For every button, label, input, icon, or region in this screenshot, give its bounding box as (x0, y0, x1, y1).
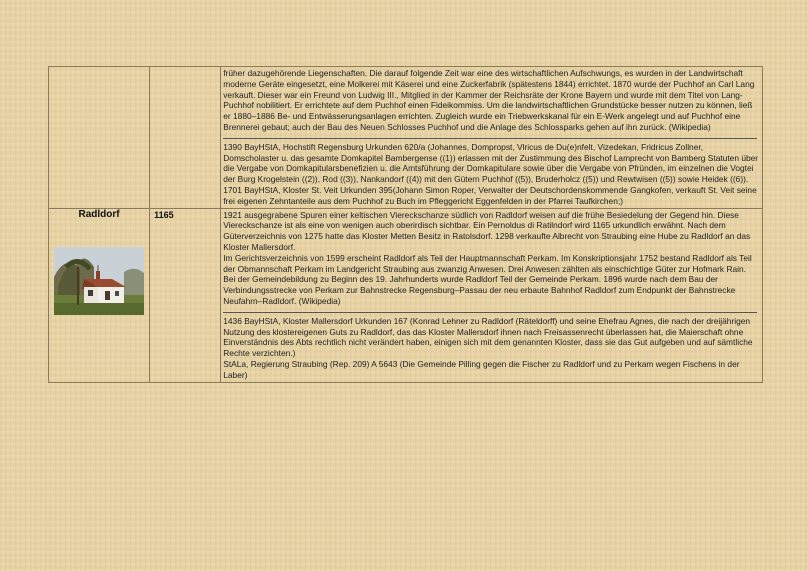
table-row (49, 208, 763, 382)
year-cell (150, 67, 221, 209)
first-mention-year: 1165 (154, 209, 174, 220)
divider (223, 138, 757, 139)
description-cell (221, 208, 763, 382)
description-cell (221, 67, 763, 209)
place-name-cell (49, 67, 150, 209)
history-text: 1921 ausgegrabene Spuren einer keltischen Viereckschanze südlich von Radldorf weisen auf die frühe Besiedelung der Gegend hin. Diese Viereckschanze ist als eine von wenigen auch oberirdisch sichtbar. Ein Pernoldus di Ratilndorf wird 1165 urkundlich erwähnt. Nach dem Güterverzeichnis von 1275 hatte das Kloster Metten Besitz in Ratolsdorf. 1298 verkaufte Albrecht von Straubing eine Hube zu Radldorf an das Kloster Mallersdorf. Im Gerichtsverzeichnis von 1599 erscheint Radldorf als Teil der Hauptmannschaft Perkam. Im Konskriptionsjahr 1752 bestand Radldorf als Teil der Obmannschaft Perkam im Landgericht Straubing aus zwanzig Anwesen. Drei Anwesen zählten als einschichtige Güter zur Hofmark Rain. Bei der Gemeindebildung zu Beginn des 19. Jahrhunderts wurde Radldorf Teil der Gemeinde Perkam. 1896 wurde nach dem Bau der Verbindungsstrecke von Perkam zur Bahnstrecke Regensburg–Passau der neu erbaute Bahnhof Radldorf zum Endpunkt der Bahnstrecke Neufahrn–Radldorf. (Wikipedia) (223, 209, 752, 306)
source-references: 1436 BayHStA, Kloster Mallersdorf Urkunden 167 (Konrad Lehner zu Radldorf (Räteldorff) und seine Ehefrau Agnes, die nach der dreijährigen Nutzung des klostereigenen Guts zu Radldorf, das das Kloster Mallersdorf ihnen nach Freisassenrecht überlassen hat, die Maierschaft ohne Einverständnis des Abts rechtlich nicht verändert haben, einigen sich mit dem genannten Kloster, dass sie das Gut aufgeben und auf sämtliche Rechte verzichten.) StALa, Regierung Straubing (Rep. 209) A 5643 (Die Gemeinde Pilling gegen die Fischer zu Radldorf und zu Perkam wegen Fischens in der Laber) (223, 315, 753, 380)
divider (223, 312, 757, 313)
history-text: früher dazugehörende Liegenschaften. Die darauf folgende Zeit war eine des wirtschaftlichen Aufschwungs, es wurden in der Landwirtschaft moderne Geräte eingesetzt, eine Molkerei mit Käserei und eine Zuckerfabrik (spätestens 1844) errichtet. 1870 wurde der Puchhof an Carl Lang verkauft. Dieser war ein Freund von Ludwig III., Mitglied in der Kammer der Reichsräte der Krone Bayern und wurde mit dem Titel von Lang-Puchhof nobilitiert. Er errichtete auf dem Puchhof einen Fideikommiss. Um die landwirtschaftlichen Grundstücke besser nutzen zu können, ließ er 1880–1886 Be- und Entwässerungsanlagen errichten. Zugleich wurde ein Triebwerkskanal für ein E-Werk angelegt und auf Puchhof eine Brennerei gebaut; auch der Bau des Neuen Schlosses Puchhof und die Anlage des Schlossparks gehen auf ihn zurück. (Wikipedia) (223, 68, 755, 132)
place-name: Radldorf (78, 208, 120, 220)
place-name-cell (49, 208, 150, 382)
source-references: 1390 BayHStA, Hochstift Regensburg Urkunden 620/a (Johannes, Dompropst, Vlricus de Du(e)nfelt, Vizedekan, Fridricus Zollner, Domscholaster u. das gesamte Domkapitel Bambergense ((1)) erlassen mit der Zustimmung des Bischof Lamprecht von Bamberg Statuten über die Vergabe von Domkapitularsbenefizien u. die Amtsführung der Domkapitulare sowie über die Vergabe von Pfründen, im einzelnen die Vogtei der Burg Krogelstein ((2)), Rod ((3)), Nankandorf ((4)) mit den Gütern Puchhof ((5)), Bruderholcz ((5)) und Rewtwisen ((5)) sowie Heidek ((6)). 1701 BayHStA, Kloster St. Veit Urkunden 395(Johann Simon Roper, Verwalter der Deutschordenskommende Gangkofen, verkauft St. Veit seine frei eigenen Zehntanteile aus dem Puchhof zu Buch im Pfleggericht Eggenfelden in der Pfarrei Taufkirchen;) (223, 141, 759, 206)
year-cell (150, 208, 221, 382)
chapel-photo (54, 247, 144, 315)
history-table (48, 66, 763, 383)
table-row (49, 67, 763, 209)
